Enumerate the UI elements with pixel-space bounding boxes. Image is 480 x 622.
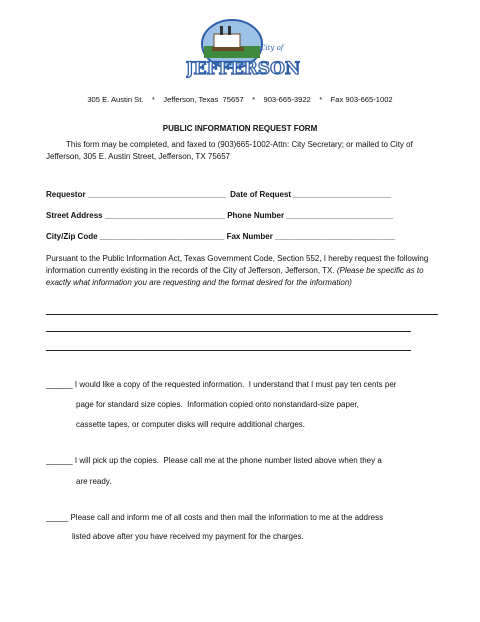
logo-script-text: City of bbox=[260, 44, 284, 52]
pursuant-statement: Pursuant to the Public Information Act, Texas Government Code, Section 552, I hereby request the following information currently existing in the records of the City of Jefferson, Jefferson, TX. bbox=[46, 254, 429, 275]
pursuant-note: (Please be specific as to exactly what information you are requesting and the format desired for the information) bbox=[46, 266, 424, 287]
option-pickup-line2: are ready. bbox=[76, 477, 112, 486]
option-mail-line2: listed above after you have received my payment for the charges. bbox=[72, 532, 304, 541]
requestor-date-row[interactable]: Requestor _______________________________ Date of Request ______________________ bbox=[46, 190, 392, 199]
cityzip-fax-row[interactable]: City/Zip Code ____________________________ Fax Number ___________________________ bbox=[46, 232, 396, 241]
form-intro: This form may be completed, and faxed to (903)665-1002-Attn: City Secretary; or mailed to City of Jefferson, 305 E. Austin Street, Jefferson, TX 75657 bbox=[46, 140, 413, 161]
address-phone-row[interactable]: Street Address ___________________________ Phone Number ________________________ bbox=[46, 211, 394, 220]
option-copy-line2: page for standard size copies. Information copied onto nonstandard-size paper, bbox=[76, 400, 359, 409]
information-line-2[interactable] bbox=[46, 331, 411, 332]
option-pickup-line1[interactable]: ______ I will pick up the copies. Please call me at the phone number listed above when they a bbox=[46, 456, 382, 465]
city-of-jefferson-logo bbox=[186, 16, 300, 82]
option-mail-line1[interactable]: _____ Please call and inform me of all costs and then mail the information to me at the address bbox=[46, 513, 384, 522]
form-title: PUBLIC INFORMATION REQUEST FORM bbox=[162, 124, 318, 133]
address-line: 305 E. Austin St. * Jefferson, Texas 75657 * 903-665-3922 * Fax 903-665-1002 bbox=[87, 95, 393, 104]
option-copy-line3: cassette tapes, or computer disks will require additional charges. bbox=[76, 420, 305, 429]
option-copy-line1[interactable]: ______ I would like a copy of the requested information. I understand that I must pay ten cents per bbox=[46, 380, 397, 389]
information-line-3[interactable] bbox=[46, 350, 411, 351]
logo-name: JEFFERSON bbox=[186, 59, 300, 79]
pursuant-text bbox=[46, 253, 446, 289]
information-line-1[interactable] bbox=[46, 314, 438, 315]
